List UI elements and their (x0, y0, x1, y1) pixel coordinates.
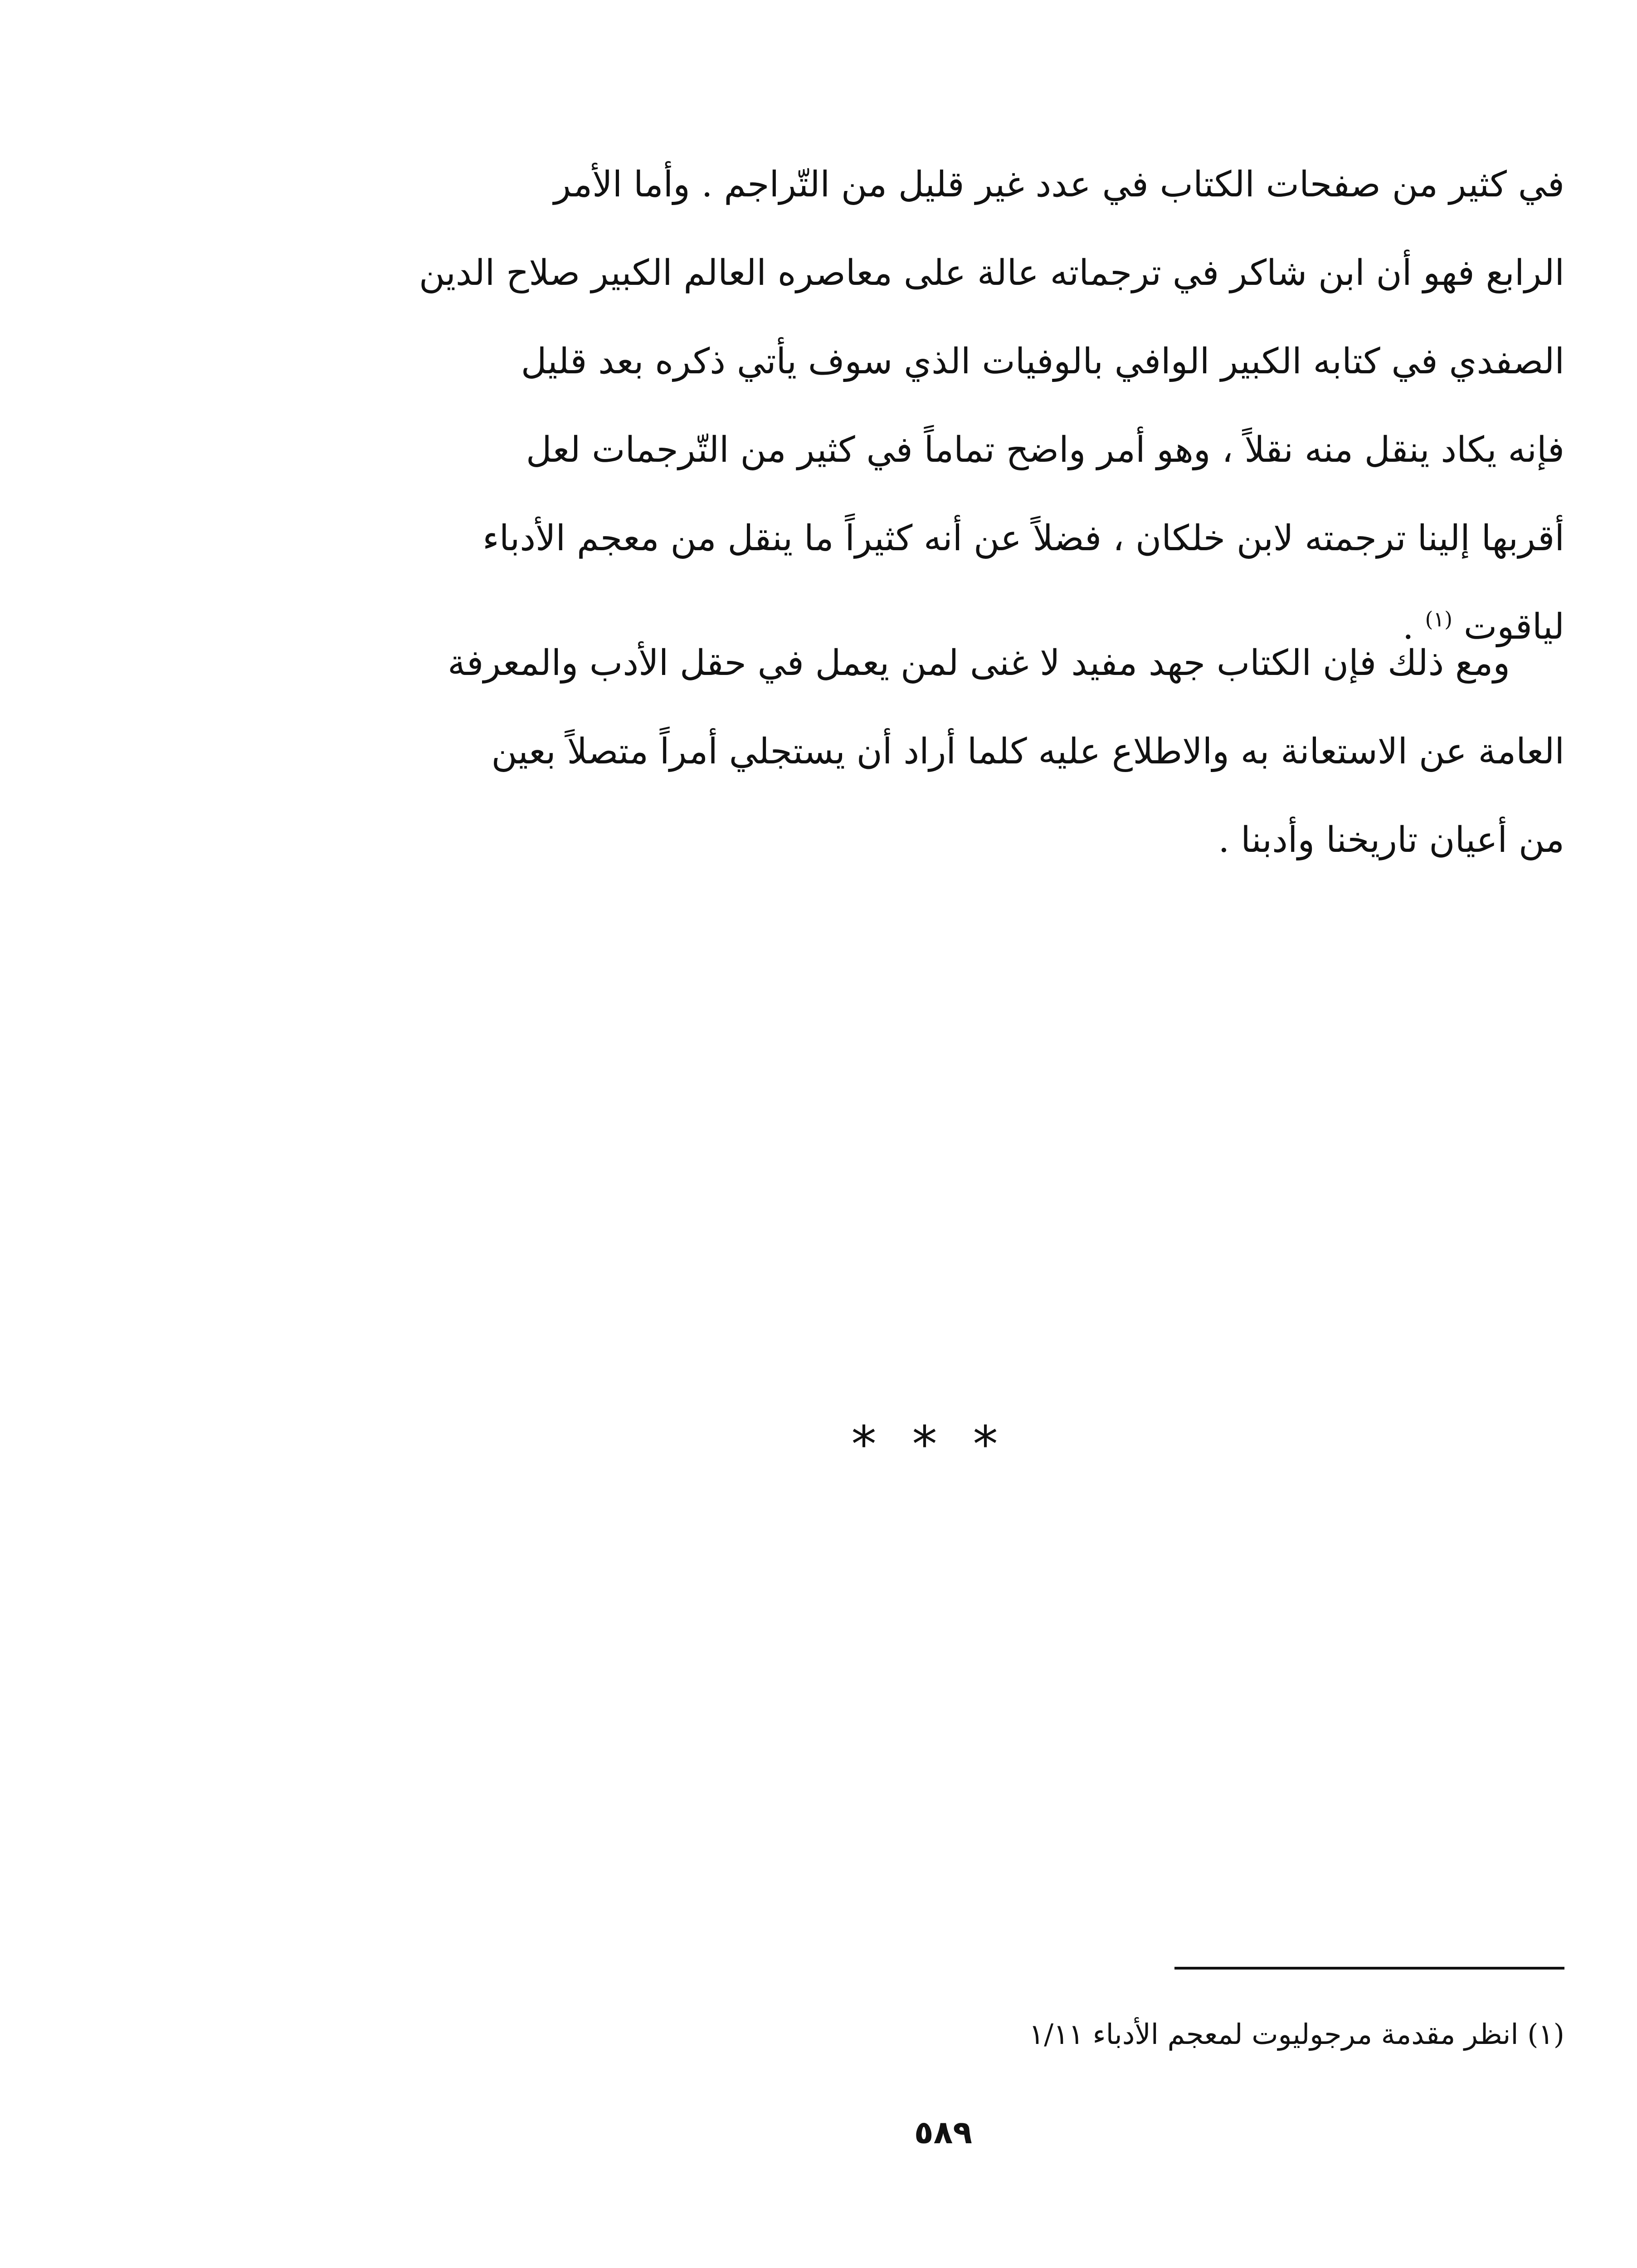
paragraph-1-last-words: لياقوت (1463, 606, 1564, 647)
section-separator: * * * (851, 1415, 1008, 1473)
paragraph-1-line-1: في كثير من صفحات الكتاب في عدد غير قليل من التّراجم . وأما الأمر (554, 164, 1564, 205)
footnote-reference: (١) (1425, 607, 1453, 631)
paragraph-1-line-3: الصفدي في كتابه الكبير الوافي بالوفيات الذي سوف يأتي ذكره بعد قليل (521, 341, 1564, 382)
paragraph-2-line-3: من أعيان تاريخنا وأدبنا . (1218, 820, 1564, 860)
footnote-divider (1174, 1967, 1564, 1970)
paragraph-2-line-2: العامة عن الاستعانة به والاطلاع عليه كلما أراد أن يستجلي أمراً متصلاً بعين (491, 731, 1564, 772)
footnote: (١) انظر مقدمة مرجوليوت لمعجم الأدباء ١/١١ (1028, 2018, 1564, 2051)
paragraph-1-line-4: فإنه يكاد ينقل منه نقلاً ، وهو أمر واضح تماماً في كثير من التّرجمات لعل (526, 430, 1564, 470)
paragraph-1 (290, 141, 1564, 671)
paragraph-1-end-punct: . (1402, 606, 1414, 647)
paragraph-1-line-2: الرابع فهو أن ابن شاكر في ترجماته عالة على معاصره العالم الكبير صلاح الدين (419, 253, 1564, 293)
paragraph-2-line-1: ومع ذلك فإن الكتاب جهد مفيد لا غنى لمن يعمل في حقل الأدب والمعرفة (448, 643, 1510, 684)
page-number: ٥٨٩ (914, 2114, 973, 2151)
paragraph-1-line-5: أقربها إلينا ترجمته لابن خلكان ، فضلاً عن أنه كثيراً ما ينقل من معجم الأدباء (482, 518, 1564, 559)
paragraph-2 (290, 619, 1564, 885)
